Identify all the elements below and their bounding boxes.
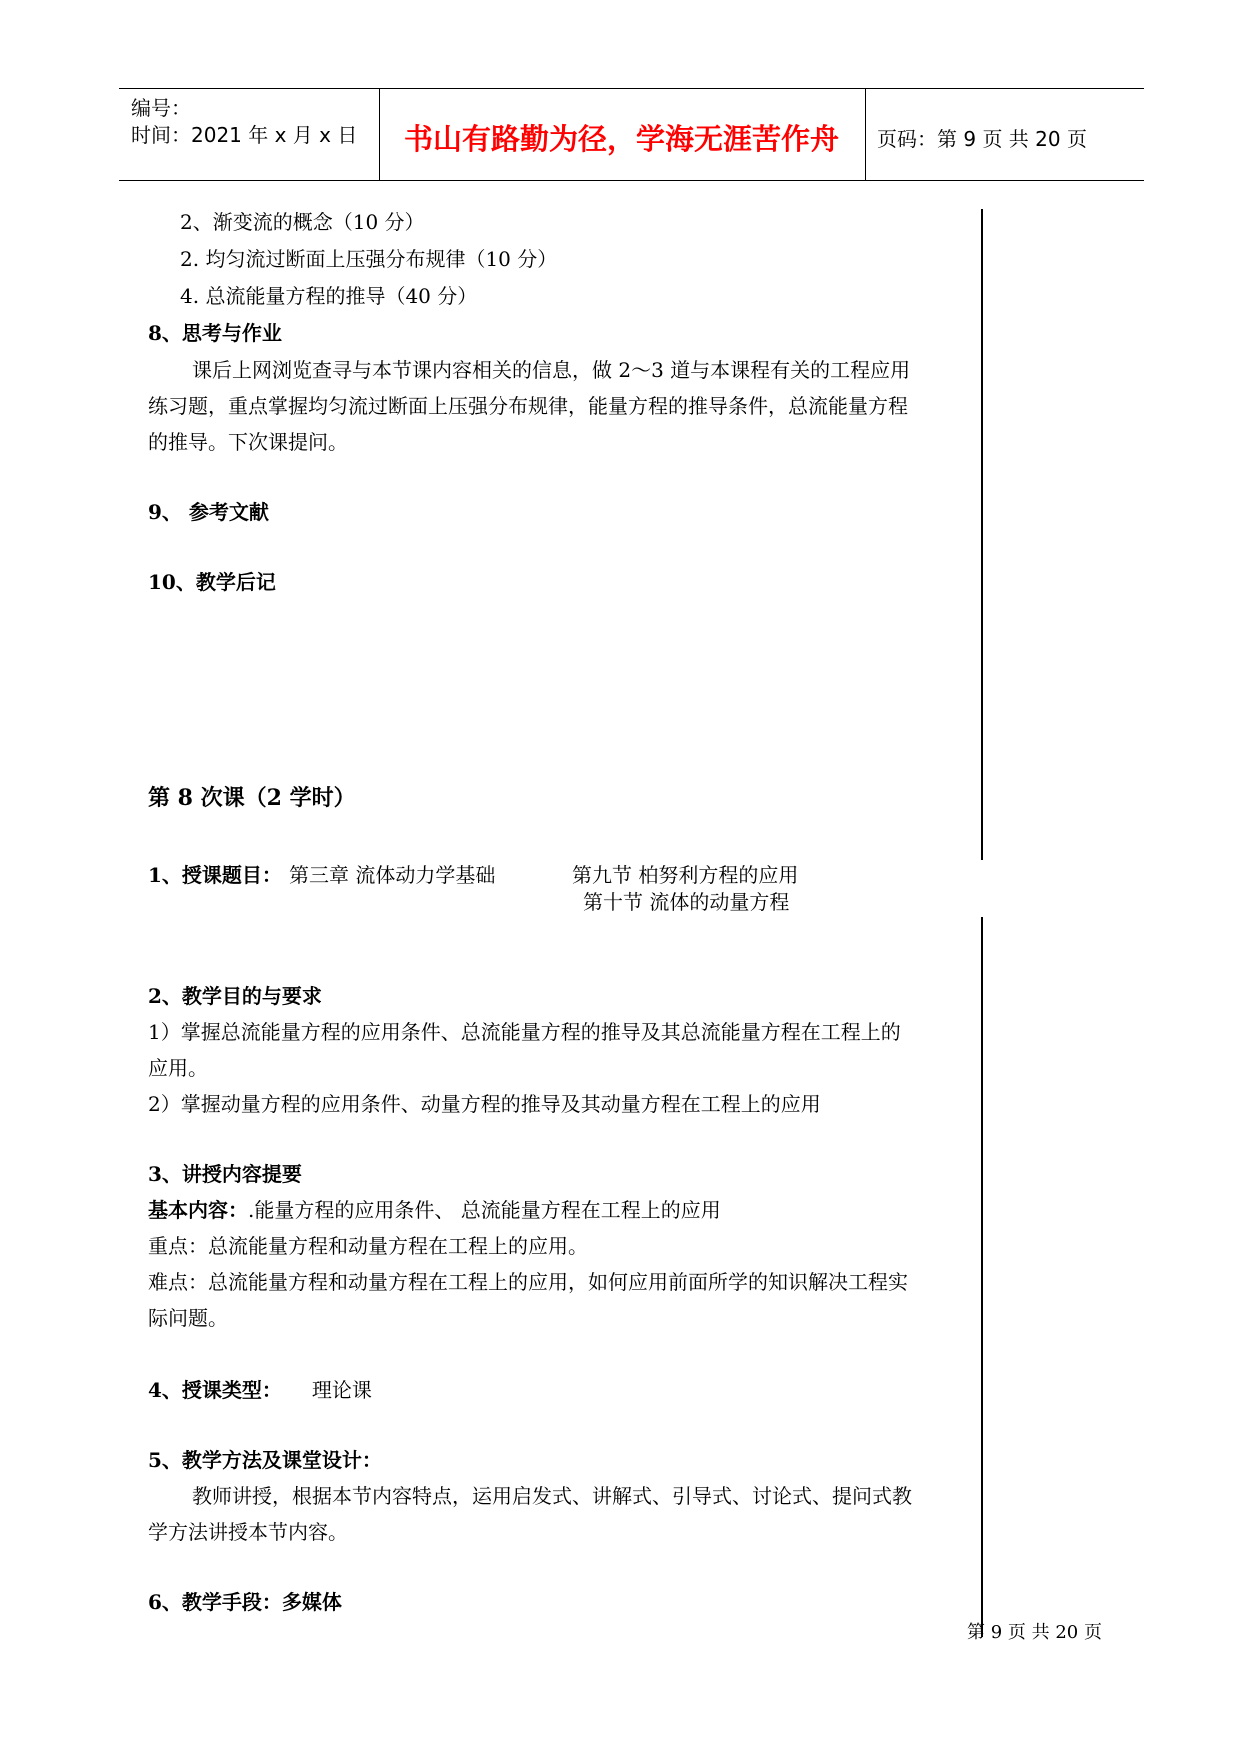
section-5-body: 教师讲授，根据本节内容特点，运用启发式、讲解式、引导式、讨论式、提问式教学方法讲授本节内容。 [148,1484,912,1544]
section-2-heading: 2、教学目的与要求 [148,984,322,1008]
lesson-topic-section-9: 第九节 柏努利方程的应用 [572,863,799,887]
lesson-topic-label: 1、授课题目： [148,863,282,887]
margin-line-top [981,209,983,860]
section-4-text: 理论课 [311,1378,372,1402]
lesson-topic-section-10: 第十节 流体的动量方程 [583,890,790,914]
section-3-basic-text: .能量方程的应用条件、 总流能量方程在工程上的应用 [248,1198,721,1222]
header-motto: 书山有路勤为径，学海无涯苦作舟 [404,122,840,156]
section-4-label: 4、授课类型： [148,1378,282,1402]
section-3-basic [148,1192,721,1228]
header-number-label: 编号： [131,96,191,120]
prev-item-2: 2. 均匀流过断面上压强分布规律（10 分） [180,247,558,271]
section-3-basic-label: 基本内容： [148,1198,248,1222]
header-time-label: 时间：2021 年 x 月 x 日 [131,123,358,147]
section-3-difficult-point: 难点：总流能量方程和动量方程在工程上的应用，如何应用前面所学的知识解决工程实际问题。 [148,1270,908,1330]
section-2-item-1: 1）掌握总流能量方程的应用条件、总流能量方程的推导及其总流能量方程在工程上的应用。 [148,1020,901,1080]
section-10-heading: 10、教学后记 [148,570,276,594]
margin-line-bottom [981,917,983,1637]
section-5-heading: 5、教学方法及课堂设计： [148,1448,382,1472]
section-8-body: 课后上网浏览查寻与本节课内容相关的信息，做 2～3 道与本课程有关的工程应用练习题，重点掌握均匀流过断面上压强分布规律，能量方程的推导条件，总流能量方程的推导。下次课提问。 [148,358,911,454]
prev-item-3: 4. 总流能量方程的推导（40 分） [180,284,478,308]
lesson-topic-chapter: 第三章 流体动力学基础 [289,863,496,887]
section-9-heading: 9、 参考文献 [148,500,269,524]
header-divider-left [379,88,380,181]
header-top-border [119,88,1144,89]
footer-page-number: 第 9 页 共 20 页 [967,1622,1102,1643]
section-3-heading: 3、讲授内容提要 [148,1162,302,1186]
header-divider-right [865,88,866,181]
section-4 [148,1372,372,1408]
prev-item-1: 2、渐变流的概念（10 分） [180,210,425,234]
section-8-heading: 8、思考与作业 [148,321,282,345]
section-6-heading: 6、教学手段：多媒体 [148,1590,342,1614]
header-page-label: 页码：第 9 页 共 20 页 [877,127,1087,151]
section-2-item-2: 2）掌握动量方程的应用条件、动量方程的推导及其动量方程在工程上的应用 [148,1092,821,1116]
lesson-title: 第 8 次课（2 学时） [148,785,356,811]
section-3-key-point: 重点：总流能量方程和动量方程在工程上的应用。 [148,1234,588,1258]
header-bottom-border [119,180,1144,181]
